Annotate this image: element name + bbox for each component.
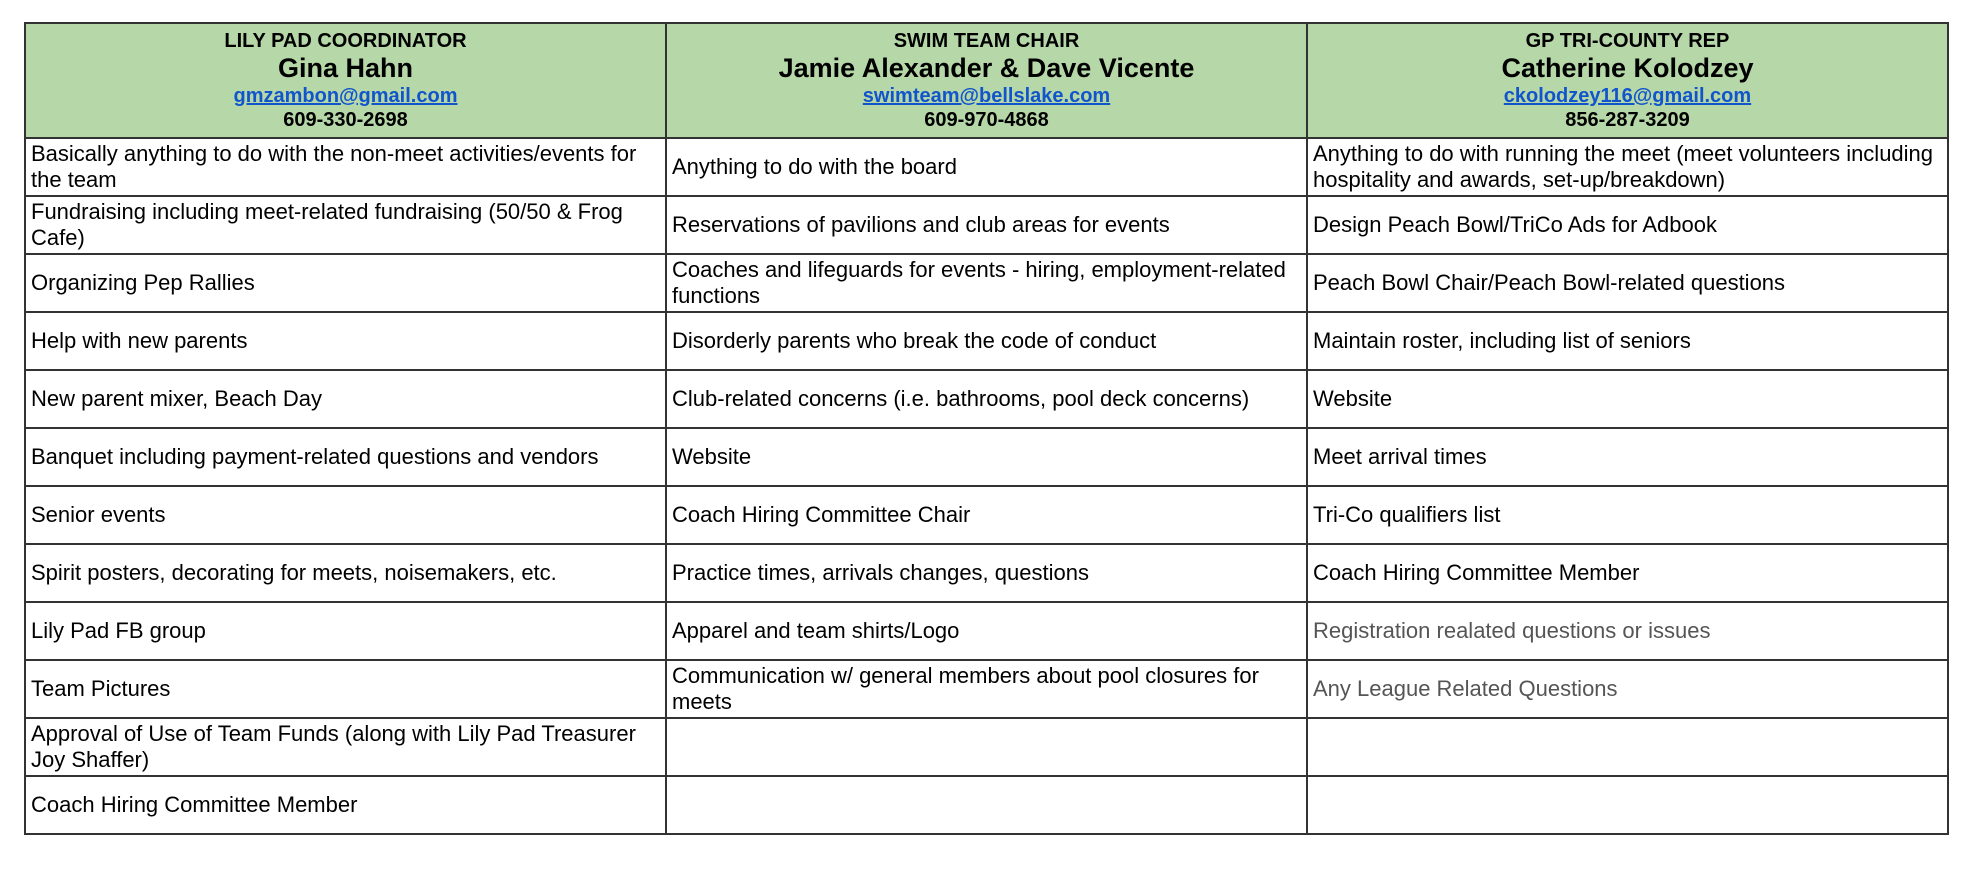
table-row — [25, 486, 1948, 544]
table-cell: Apparel and team shirts/Logo — [666, 602, 1307, 660]
table-cell: Lily Pad FB group — [25, 602, 666, 660]
phone-number: 609-970-4868 — [924, 109, 1049, 131]
table-cell: Maintain roster, including list of seniors — [1307, 312, 1948, 370]
table-row — [25, 428, 1948, 486]
header-swim-team-chair — [666, 23, 1307, 138]
table-row — [25, 776, 1948, 834]
table-cell: Fundraising including meet-related fundraising (50/50 & Frog Cafe) — [25, 196, 666, 254]
table-cell-empty — [1307, 776, 1948, 834]
table-cell: Banquet including payment-related questions and vendors — [25, 428, 666, 486]
table-row — [25, 602, 1948, 660]
table-cell: Peach Bowl Chair/Peach Bowl-related questions — [1307, 254, 1948, 312]
header-lily-pad-coordinator — [25, 23, 666, 138]
contact-responsibility-sheet — [24, 22, 1948, 835]
table-row — [25, 196, 1948, 254]
table-cell: Reservations of pavilions and club areas for events — [666, 196, 1307, 254]
table-cell: Website — [666, 428, 1307, 486]
table-row — [25, 544, 1948, 602]
table-cell: Registration realated questions or issues — [1307, 602, 1948, 660]
table-cell: Disorderly parents who break the code of conduct — [666, 312, 1307, 370]
table-cell-empty — [666, 776, 1307, 834]
table-cell: Meet arrival times — [1307, 428, 1948, 486]
contact-name: Jamie Alexander & Dave Vicente — [778, 53, 1195, 83]
table-row — [25, 254, 1948, 312]
table-cell: Spirit posters, decorating for meets, noisemakers, etc. — [25, 544, 666, 602]
table-cell: Coach Hiring Committee Member — [1307, 544, 1948, 602]
table-cell: Website — [1307, 370, 1948, 428]
header-row — [25, 23, 1948, 138]
table-cell: Team Pictures — [25, 660, 666, 718]
table-row — [25, 138, 1948, 196]
table-cell: Senior events — [25, 486, 666, 544]
table-cell: Any League Related Questions — [1307, 660, 1948, 718]
table-cell: Practice times, arrivals changes, questions — [666, 544, 1307, 602]
table-cell: Coach Hiring Committee Chair — [666, 486, 1307, 544]
header-tri-county-rep — [1307, 23, 1948, 138]
role-title: GP TRI-COUNTY REP — [1525, 30, 1730, 52]
contact-name: Gina Hahn — [277, 53, 413, 83]
table-cell-empty — [1307, 718, 1948, 776]
table-cell: Organizing Pep Rallies — [25, 254, 666, 312]
table-row — [25, 312, 1948, 370]
email-link[interactable]: gmzambon@gmail.com — [233, 85, 458, 107]
contacts-table — [24, 22, 1949, 835]
table-cell: Basically anything to do with the non-meet activities/events for the team — [25, 138, 666, 196]
phone-number: 856-287-3209 — [1565, 109, 1690, 131]
table-cell: New parent mixer, Beach Day — [25, 370, 666, 428]
phone-number: 609-330-2698 — [283, 109, 408, 131]
table-cell: Anything to do with running the meet (meet volunteers including hospitality and awards, set-up/breakdown) — [1307, 138, 1948, 196]
table-row — [25, 660, 1948, 718]
table-cell-empty — [666, 718, 1307, 776]
table-cell: Communication w/ general members about pool closures for meets — [666, 660, 1307, 718]
table-cell: Club-related concerns (i.e. bathrooms, pool deck concerns) — [666, 370, 1307, 428]
role-title: LILY PAD COORDINATOR — [224, 30, 467, 52]
role-title: SWIM TEAM CHAIR — [893, 30, 1080, 52]
contact-name: Catherine Kolodzey — [1501, 53, 1754, 83]
email-link[interactable]: ckolodzey116@gmail.com — [1503, 85, 1752, 107]
table-cell: Help with new parents — [25, 312, 666, 370]
table-cell: Tri-Co qualifiers list — [1307, 486, 1948, 544]
table-cell: Design Peach Bowl/TriCo Ads for Adbook — [1307, 196, 1948, 254]
table-cell: Anything to do with the board — [666, 138, 1307, 196]
table-row — [25, 370, 1948, 428]
table-cell: Coach Hiring Committee Member — [25, 776, 666, 834]
table-cell: Coaches and lifeguards for events - hiring, employment-related functions — [666, 254, 1307, 312]
table-row — [25, 718, 1948, 776]
email-link[interactable]: swimteam@bellslake.com — [862, 85, 1111, 107]
table-cell: Approval of Use of Team Funds (along with Lily Pad Treasurer Joy Shaffer) — [25, 718, 666, 776]
